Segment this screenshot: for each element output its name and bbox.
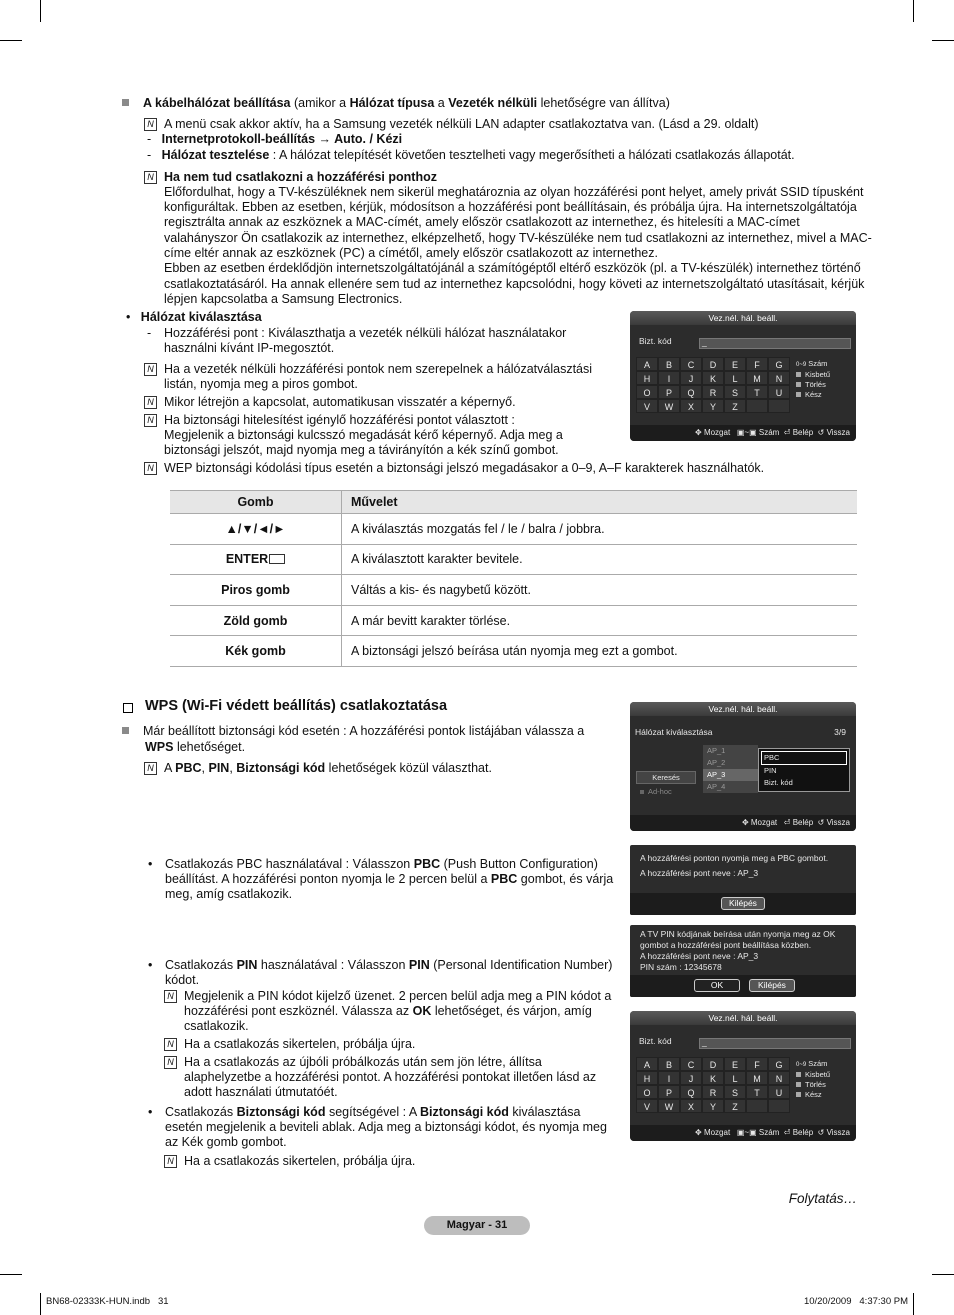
osd-keyboard-screen — [630, 1011, 856, 1141]
note-line: Megjelenik a PIN kódot kijelző üzenet. 2 percen belül adja meg a PIN kódot a — [184, 989, 612, 1003]
key[interactable]: P — [658, 385, 680, 399]
pbc-line: beállítást. A hozzáférési ponton nyomja le 2 percen belül a PBC gombot, és várja — [165, 872, 614, 886]
crop-mark — [0, 40, 22, 41]
note-line: hozzáférési pont eszköznél. Válassza az OK lehetőséget, és várjon, amíg — [184, 1004, 592, 1018]
key[interactable]: K — [702, 1071, 724, 1085]
security-key-field[interactable]: _ — [699, 1038, 851, 1049]
note-line: regisztrálta annak az eszköznek a MAC-címét, amely először csatlakozott az internethez, és hitelesíti a MAC-címet — [164, 215, 800, 229]
blue-button-icon — [796, 1092, 801, 1097]
osd-msg: A TV PIN kódjának beírása után nyomja meg az OK gombot a hozzáférési pont beállítása közben. A hozzáférési pont neve : AP_3 PIN szám : 12345678 — [640, 929, 836, 972]
crop-mark — [913, 0, 914, 22]
key[interactable]: D — [702, 357, 724, 371]
dash-line: használni kívánt IP-megosztót. — [164, 341, 335, 355]
note-title: Ha nem tud csatlakozni a hozzáférési ponthoz — [164, 170, 437, 184]
key[interactable]: G — [768, 357, 790, 371]
green-button-icon — [796, 1082, 801, 1087]
ap-item[interactable]: AP_3 — [703, 769, 758, 781]
note-line: Ha biztonsági hitelesítést igénylő hozzáférési pontot választott : — [164, 413, 515, 427]
osd-button-bar — [630, 975, 856, 997]
search-button[interactable]: Keresés — [636, 771, 696, 784]
key[interactable]: E — [724, 1057, 746, 1071]
dash-item: - Internetprotokoll-beállítás → Auto. / Kézi — [147, 132, 403, 146]
table-cell: Kék gomb — [170, 636, 342, 667]
button-icon — [640, 790, 644, 794]
key[interactable]: V — [636, 399, 658, 413]
security-key-field[interactable]: _ — [699, 338, 851, 349]
bullet-marker: • — [148, 857, 153, 871]
note-line: Ebben az esetben érdeklődjön internetszolgáltatójánál a számítógéptől eltérő eszközök (pl. a TV-készülék) internethez történő — [164, 261, 861, 275]
key[interactable]: I — [658, 1071, 680, 1085]
bullet-item: • Hálózat kiválasztása — [126, 310, 262, 324]
key[interactable]: L — [724, 1071, 746, 1085]
table-cell: Váltás a kis- és nagybetű között. — [342, 575, 858, 606]
enter-icon — [269, 554, 285, 564]
bullet-marker: • — [148, 1105, 153, 1119]
dash-item: - Hálózat tesztelése : A hálózat telepítését követően tesztelheti vagy megerősítheti a hálózati csatlakozás állapotát. — [147, 148, 795, 162]
osd-title: Vez.nél. hál. beáll. — [630, 311, 856, 325]
side-option[interactable]: Törlés — [805, 380, 826, 389]
key[interactable]: H — [636, 371, 658, 385]
table-cell: A már bevitt karakter törlése. — [342, 605, 858, 636]
osd-label: Hálózat kiválasztása — [635, 727, 713, 737]
key[interactable] — [768, 399, 790, 413]
ap-item[interactable]: AP_1 — [703, 745, 758, 757]
key[interactable]: A — [636, 357, 658, 371]
note-icon — [144, 462, 157, 475]
key[interactable]: F — [746, 357, 768, 371]
ap-list — [703, 745, 758, 793]
square-bullet-icon — [122, 727, 129, 734]
exit-button[interactable]: Kilépés — [749, 979, 795, 992]
osd-side-options — [796, 359, 830, 400]
number-icon: ▣ — [736, 1128, 745, 1137]
continued-label: Folytatás… — [788, 1191, 857, 1206]
ok-button[interactable]: OK — [694, 979, 740, 992]
table-row — [170, 544, 857, 575]
return-icon: ↺ — [817, 1128, 825, 1137]
key[interactable]: S — [724, 1085, 746, 1099]
key[interactable] — [746, 399, 768, 413]
note-icon — [144, 396, 157, 409]
note-line: Ha a csatlakozás sikertelen, próbálja újra. — [184, 1154, 416, 1168]
key[interactable]: M — [746, 1071, 768, 1085]
osd-keypad — [636, 357, 790, 413]
table-cell: Zöld gomb — [170, 605, 342, 636]
osd-field-label: Bizt. kód — [639, 336, 672, 346]
note-line: konfiguráltak. Ebben az esetben, kérjük, módosítson a hozzáférési pont beállításain, és próbálja újra. Ha internetszolgáltatója — [164, 200, 857, 214]
osd-side-options — [796, 1059, 830, 1100]
table-header: Gomb — [170, 491, 342, 514]
move-icon: ✥ — [695, 1128, 702, 1137]
note-icon — [144, 414, 157, 427]
side-option[interactable]: Kész — [805, 390, 822, 399]
crop-mark — [40, 0, 41, 22]
exit-button[interactable]: Kilépés — [721, 897, 765, 910]
key[interactable] — [746, 1099, 768, 1113]
note-line: Megjelenik a biztonsági kulcsszó megadását kérő képernyő. Adja meg a — [164, 428, 563, 442]
table-cell: ENTER — [170, 544, 342, 575]
intro-line: Már beállított biztonsági kód esetén : A hozzáférési pontok listájában válassza a — [122, 724, 584, 739]
key[interactable]: B — [658, 357, 680, 371]
osd-page: 3/9 — [834, 727, 846, 737]
number-icon: ▣ — [749, 1128, 757, 1137]
key[interactable]: P — [658, 1085, 680, 1099]
note-line: Ha a csatlakozás sikertelen, próbálja újra. — [184, 1037, 416, 1051]
side-option[interactable]: Kisbetű — [805, 1070, 831, 1079]
osd-field-label: Bizt. kód — [639, 1036, 672, 1046]
pin-line: Csatlakozás PIN használatával : Válasszon PIN (Personal Identification Number) — [165, 958, 613, 972]
table-row — [170, 514, 857, 545]
key[interactable]: Q — [680, 385, 702, 399]
osd-pbc-dialog — [630, 845, 856, 915]
side-option[interactable]: Szám — [808, 359, 828, 368]
table-row — [170, 575, 857, 606]
side-option[interactable]: Szám — [808, 1059, 828, 1068]
note-line: címe eltér annak az eszköznek (PC) a címétől, amely először csatlakozott az internethez. — [164, 246, 658, 260]
bullet-marker: • — [148, 958, 153, 972]
note-line: alaphelyzetbe a hozzáférési pontot. A hozzáférési pontokat illetően lásd az — [184, 1070, 597, 1084]
sec-line: az Kék gomb gombot. — [165, 1135, 287, 1149]
ap-item[interactable]: AP_2 — [703, 757, 758, 769]
note-line: biztonsági jelszót, majd nyomja meg a távirányítón a kék színű gombot. — [164, 443, 559, 457]
pin-line: kódot. — [165, 973, 200, 987]
key[interactable]: M — [746, 371, 768, 385]
blue-button-icon — [796, 392, 801, 397]
pbc-line: Csatlakozás PBC használatával : Válasszon PBC (Push Button Configuration) — [165, 857, 598, 871]
number-key-hint: 0~9 — [796, 1062, 807, 1068]
note-icon — [144, 118, 157, 131]
green-button-icon — [796, 382, 801, 387]
key[interactable]: N — [768, 1071, 790, 1085]
key[interactable]: Z — [724, 399, 746, 413]
red-button-icon — [796, 1072, 801, 1077]
note-icon — [164, 990, 177, 1003]
key[interactable]: D — [702, 1057, 724, 1071]
osd-msg: A hozzáférési ponton nyomja meg a PBC gombot. — [640, 853, 829, 863]
note-line: Ha a csatlakozás az újbóli próbálkozás után sem jön létre, állítsa — [184, 1055, 542, 1069]
key[interactable]: E — [724, 357, 746, 371]
key[interactable]: L — [724, 371, 746, 385]
note-line: Ha a vezeték nélküli hozzáférési pontok nem szerepelnek a hálózatválasztási — [164, 362, 593, 376]
pbc-line: meg, amíg csatlakozik. — [165, 887, 293, 901]
key[interactable]: X — [680, 1099, 702, 1113]
note-text: A menü csak akkor aktív, ha a Samsung vezeték nélküli LAN adapter csatlakoztatva van. (Lásd a 29. oldalt) — [164, 117, 759, 131]
key[interactable]: G — [768, 1057, 790, 1071]
osd-network-select-screen — [630, 702, 856, 831]
menu-item-pin[interactable]: PIN — [764, 766, 777, 775]
key[interactable]: O — [636, 1085, 658, 1099]
key[interactable]: B — [658, 1057, 680, 1071]
osd-keyboard-screen — [630, 311, 856, 441]
key[interactable]: H — [636, 1071, 658, 1085]
key[interactable]: T — [746, 1085, 768, 1099]
key[interactable]: Q — [680, 1085, 702, 1099]
note-icon — [144, 762, 157, 775]
crop-mark — [932, 40, 954, 41]
sec-line: Csatlakozás Biztonsági kód segítségével : A Biztonsági kód kiválasztása — [165, 1105, 581, 1119]
key[interactable]: F — [746, 1057, 768, 1071]
number-icon: ▣ — [736, 428, 745, 437]
left-buttons — [636, 771, 696, 797]
key[interactable]: Y — [702, 399, 724, 413]
key[interactable]: W — [658, 399, 680, 413]
move-icon: ✥ — [741, 818, 749, 827]
key[interactable]: U — [768, 1085, 790, 1099]
table-cell: ▲/▼/◄/► — [170, 514, 342, 545]
key-table — [170, 490, 857, 667]
note-icon — [164, 1056, 177, 1069]
square-bullet-icon — [122, 99, 129, 106]
menu-item-pbc[interactable]: PBC — [761, 751, 847, 765]
checkbox-icon — [123, 703, 133, 713]
key[interactable]: J — [680, 1071, 702, 1085]
key[interactable]: K — [702, 371, 724, 385]
osd-footer: ✥ Mozgat ⏎ Belép ↺ Vissza — [630, 815, 856, 831]
table-cell: A biztonsági jelszó beírása után nyomja meg ezt a gombot. — [342, 636, 858, 667]
table-row — [170, 605, 857, 636]
note-line: valahányszor Ön csatlakozik az internethez, elképzelhető, hogy TV-készüléke nem tud csatlakozni az internethez, mivel a MAC- — [164, 231, 872, 245]
print-timestamp: 10/20/2009 4:37:30 PM — [803, 1296, 908, 1307]
note-icon — [144, 171, 157, 184]
table-cell: Piros gomb — [170, 575, 342, 606]
crop-mark — [40, 1293, 41, 1315]
wps-menu — [758, 748, 850, 792]
key[interactable]: Z — [724, 1099, 746, 1113]
osd-pin-dialog — [630, 925, 856, 997]
key[interactable]: W — [658, 1099, 680, 1113]
note-line: csatlakoztatásáról. Ha annak ellenére sem tud az internethez kapcsolódni, hogy követi az internetszolgáltató utasításait, kérjük — [164, 277, 865, 291]
key[interactable]: O — [636, 385, 658, 399]
key[interactable]: T — [746, 385, 768, 399]
key[interactable]: R — [702, 385, 724, 399]
note-line: adott használati útmutatóét. — [184, 1085, 338, 1099]
enter-icon: ⏎ — [783, 818, 791, 827]
return-icon: ↺ — [817, 818, 825, 827]
key[interactable]: U — [768, 385, 790, 399]
table-cell: A kiválasztás mozgatás fel / le / balra / jobbra. — [342, 514, 858, 545]
key[interactable] — [768, 1099, 790, 1113]
side-option[interactable]: Kisbetű — [805, 370, 831, 379]
note-line: lépjen kapcsolatba a Samsung Electronics. — [164, 292, 403, 306]
side-option[interactable]: Törlés — [805, 1080, 826, 1089]
sec-line: esetén megjelenik a beviteli ablak. Adja meg a biztonsági kódot, és nyomja meg — [165, 1120, 607, 1134]
red-button-icon — [796, 372, 801, 377]
table-header: Művelet — [342, 491, 858, 514]
key[interactable]: X — [680, 399, 702, 413]
menu-item-security-key[interactable]: Bizt. kód — [764, 778, 793, 787]
table-cell: A kiválasztott karakter bevitele. — [342, 544, 858, 575]
osd-title: Vez.nél. hál. beáll. — [630, 1011, 856, 1025]
note-line: csatlakozik. — [184, 1019, 249, 1033]
osd-msg: A hozzáférési pont neve : AP_3 — [640, 868, 759, 878]
table-header-row — [170, 491, 857, 514]
osd-footer: ✥ Mozgat ▣~▣ Szám ⏎ Belép ↺ Vissza — [630, 425, 856, 441]
adhoc-button[interactable]: Ad-hoc — [636, 786, 696, 797]
page-number-badge: Magyar - 31 — [424, 1216, 530, 1235]
dash-line: Hozzáférési pont : Kiválaszthatja a vezeték nélküli hálózat használatakor — [164, 326, 567, 340]
key[interactable]: R — [702, 1085, 724, 1099]
key[interactable]: N — [768, 371, 790, 385]
move-icon: ✥ — [695, 428, 702, 437]
note-line: Előfordulhat, hogy a TV-készüléknek nem sikerül meghatároznia az olyan hozzáférési pont helyet, amely privát SSID típusként — [164, 185, 864, 199]
osd-footer: ✥ Mozgat ▣~▣ Szám ⏎ Belép ↺ Vissza — [630, 1125, 856, 1141]
note-icon — [164, 1155, 177, 1168]
return-icon: ↺ — [817, 428, 825, 437]
intro-line: WPS lehetőséget. — [145, 740, 246, 754]
enter-icon: ⏎ — [783, 428, 791, 437]
note-icon — [164, 1038, 177, 1051]
side-option[interactable]: Kész — [805, 1090, 822, 1099]
note-line: WEP biztonsági kódolási típus esetén a biztonsági jelszó megadásakor a 0–9, A–F karakterek használhatók. — [164, 461, 765, 475]
crop-mark — [0, 1274, 22, 1275]
osd-keypad — [636, 1057, 790, 1113]
crop-mark — [932, 1274, 954, 1275]
key[interactable]: C — [680, 357, 702, 371]
dash-item: - — [147, 326, 152, 340]
key[interactable]: A — [636, 1057, 658, 1071]
file-info: BN68-02333K-HUN.indb 31 — [46, 1296, 169, 1307]
key[interactable]: S — [724, 385, 746, 399]
table-row — [170, 636, 857, 667]
section-header: A kábelhálózat beállítása (amikor a Hálózat típusa a Vezeték nélküli lehetőségre van állítva) — [122, 96, 670, 111]
crop-mark — [913, 1293, 914, 1315]
key[interactable]: C — [680, 1057, 702, 1071]
key[interactable]: Y — [702, 1099, 724, 1113]
key[interactable]: J — [680, 371, 702, 385]
enter-icon: ⏎ — [783, 1128, 791, 1137]
note-icon — [144, 363, 157, 376]
number-icon: ▣ — [749, 428, 757, 437]
section-title: WPS (Wi-Fi védett beállítás) csatlakoztatása — [145, 698, 448, 714]
number-key-hint: 0~9 — [796, 362, 807, 368]
key[interactable]: I — [658, 371, 680, 385]
ap-item[interactable]: AP_4 — [703, 781, 758, 793]
note-line: listán, nyomja meg a piros gombot. — [164, 377, 358, 391]
key[interactable]: V — [636, 1099, 658, 1113]
osd-title: Vez.nél. hál. beáll. — [630, 702, 856, 716]
note-line: A PBC, PIN, Biztonsági kód lehetőségek közül választhat. — [164, 761, 492, 775]
note-line: Mikor létrejön a kapcsolat, automatikusan visszatér a képernyő. — [164, 395, 516, 409]
